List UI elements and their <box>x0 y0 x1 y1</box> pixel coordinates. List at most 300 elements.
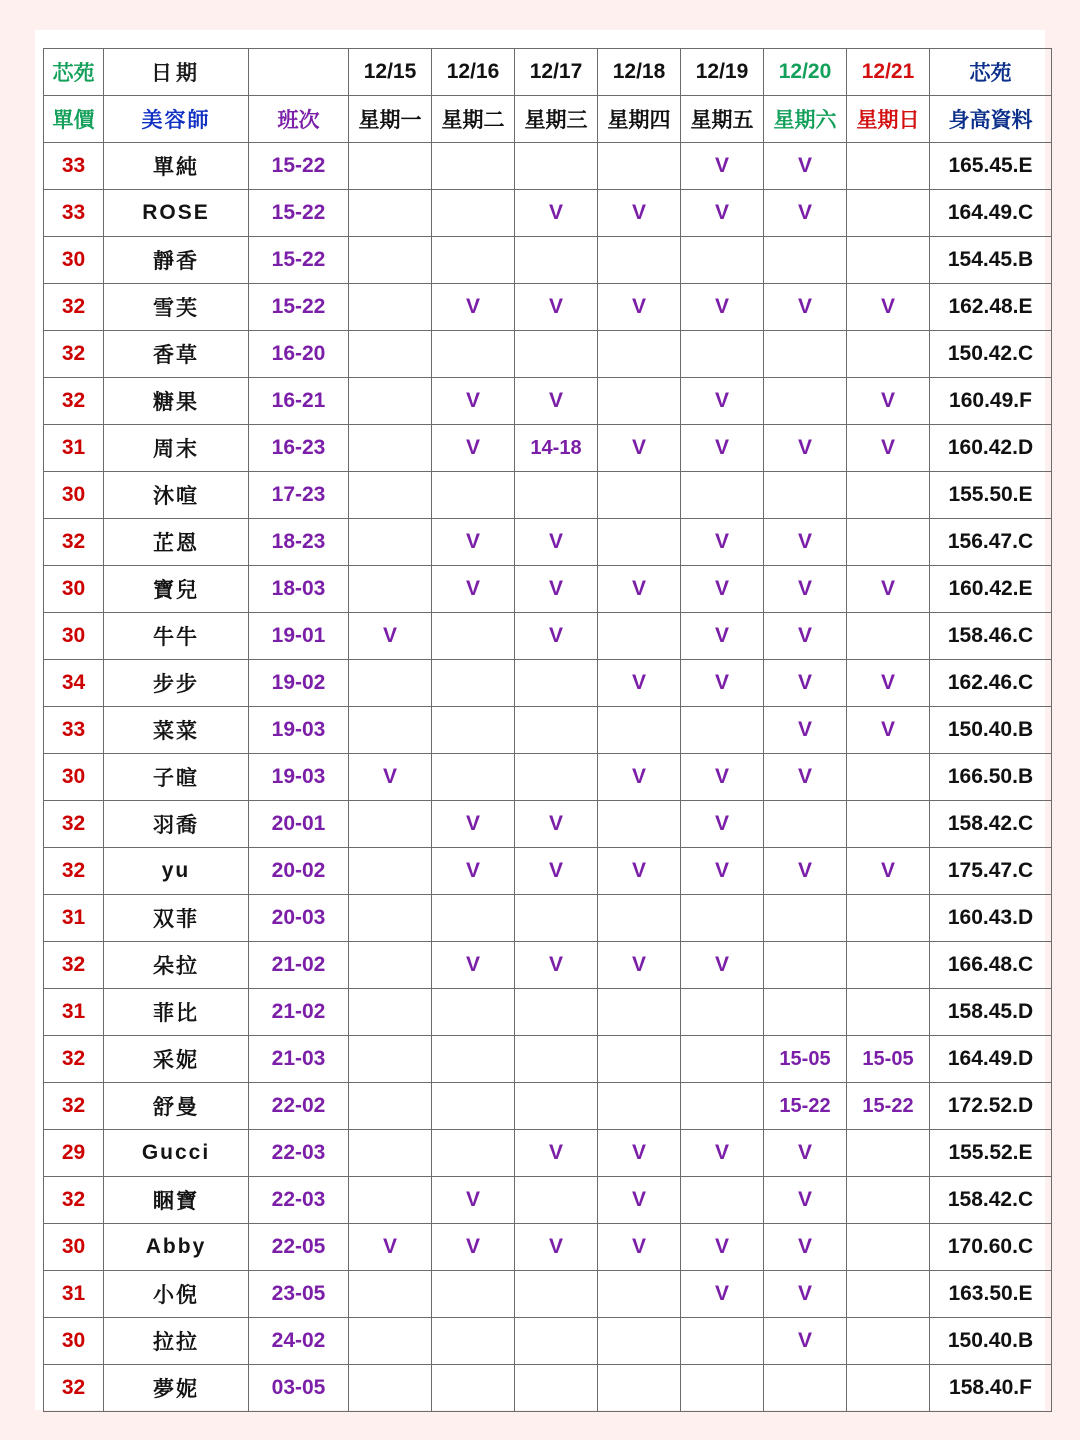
row-day-cell-1[interactable] <box>349 989 432 1036</box>
row-day-cell-1[interactable] <box>349 143 432 190</box>
row-day-cell-4[interactable]: V <box>598 190 681 237</box>
row-day-cell-5[interactable]: V <box>681 1130 764 1177</box>
row-day-cell-4[interactable]: V <box>598 660 681 707</box>
row-staff-name: 夢妮 <box>104 1365 249 1412</box>
row-day-cell-2[interactable]: V <box>432 1177 515 1224</box>
row-shift: 19-01 <box>249 613 349 660</box>
row-day-cell-5[interactable]: V <box>681 284 764 331</box>
row-day-cell-7[interactable] <box>847 331 930 378</box>
row-day-cell-2[interactable] <box>432 613 515 660</box>
row-shift: 21-03 <box>249 1036 349 1083</box>
row-day-cell-7[interactable] <box>847 1271 930 1318</box>
row-day-cell-2[interactable]: V <box>432 848 515 895</box>
row-day-cell-4[interactable]: V <box>598 425 681 472</box>
row-day-cell-5[interactable] <box>681 472 764 519</box>
row-day-cell-7[interactable]: V <box>847 566 930 613</box>
row-day-cell-4[interactable] <box>598 519 681 566</box>
row-day-cell-3[interactable] <box>515 754 598 801</box>
table-row <box>44 707 1052 754</box>
row-day-cell-5[interactable] <box>681 237 764 284</box>
row-day-cell-4[interactable] <box>598 1365 681 1412</box>
row-day-cell-4[interactable] <box>598 989 681 1036</box>
header-blank-cell <box>249 49 349 96</box>
row-day-cell-3[interactable]: V <box>515 613 598 660</box>
row-day-cell-6[interactable]: V <box>764 1130 847 1177</box>
table-row <box>44 566 1052 613</box>
row-day-cell-6[interactable] <box>764 331 847 378</box>
row-day-cell-4[interactable]: V <box>598 1177 681 1224</box>
row-day-cell-3[interactable] <box>515 895 598 942</box>
table-header-dates <box>44 49 1052 96</box>
row-day-cell-6[interactable]: V <box>764 284 847 331</box>
row-day-cell-7[interactable]: V <box>847 378 930 425</box>
row-staff-name: 双菲 <box>104 895 249 942</box>
row-price: 30 <box>44 472 104 519</box>
table-row <box>44 425 1052 472</box>
row-height-info: 160.43.D <box>930 895 1052 942</box>
row-day-cell-6[interactable]: V <box>764 613 847 660</box>
row-day-cell-6[interactable]: V <box>764 1177 847 1224</box>
row-day-cell-7[interactable]: V <box>847 425 930 472</box>
header-date-4: 12/18 <box>598 49 681 96</box>
row-day-cell-4[interactable] <box>598 895 681 942</box>
table-row <box>44 1083 1052 1130</box>
row-height-info: 160.42.E <box>930 566 1052 613</box>
row-day-cell-5[interactable]: V <box>681 660 764 707</box>
row-day-cell-6[interactable] <box>764 378 847 425</box>
row-day-cell-3[interactable] <box>515 1318 598 1365</box>
header-staff-label: 美容師 <box>104 96 249 143</box>
row-staff-name: 睏寶 <box>104 1177 249 1224</box>
row-day-cell-1[interactable] <box>349 331 432 378</box>
row-day-cell-4[interactable] <box>598 472 681 519</box>
header-date-1: 12/15 <box>349 49 432 96</box>
row-day-cell-3[interactable]: V <box>515 566 598 613</box>
row-height-info: 162.46.C <box>930 660 1052 707</box>
row-day-cell-5[interactable]: V <box>681 143 764 190</box>
row-day-cell-2[interactable]: V <box>432 378 515 425</box>
row-day-cell-7[interactable] <box>847 519 930 566</box>
row-day-cell-2[interactable] <box>432 895 515 942</box>
row-day-cell-6[interactable] <box>764 801 847 848</box>
row-staff-name: 沐喧 <box>104 472 249 519</box>
row-day-cell-6[interactable] <box>764 942 847 989</box>
row-staff-name: 拉拉 <box>104 1318 249 1365</box>
row-shift: 18-23 <box>249 519 349 566</box>
row-price: 32 <box>44 1083 104 1130</box>
table-row <box>44 1130 1052 1177</box>
row-day-cell-4[interactable]: V <box>598 1224 681 1271</box>
table-row <box>44 895 1052 942</box>
row-height-info: 165.45.E <box>930 143 1052 190</box>
row-day-cell-5[interactable] <box>681 707 764 754</box>
row-day-cell-6[interactable]: V <box>764 519 847 566</box>
row-day-cell-6[interactable]: V <box>764 660 847 707</box>
row-day-cell-1[interactable] <box>349 284 432 331</box>
row-height-info: 158.45.D <box>930 989 1052 1036</box>
row-staff-name: 步步 <box>104 660 249 707</box>
table-row <box>44 190 1052 237</box>
row-day-cell-7[interactable] <box>847 1318 930 1365</box>
row-day-cell-2[interactable] <box>432 1318 515 1365</box>
row-day-cell-1[interactable] <box>349 801 432 848</box>
row-day-cell-1[interactable] <box>349 378 432 425</box>
header-height-label: 身高資料 <box>930 96 1052 143</box>
row-shift: 22-03 <box>249 1177 349 1224</box>
row-day-cell-6[interactable] <box>764 989 847 1036</box>
row-day-cell-2[interactable]: V <box>432 1224 515 1271</box>
row-day-cell-7[interactable] <box>847 895 930 942</box>
row-shift: 23-05 <box>249 1271 349 1318</box>
row-day-cell-3[interactable]: V <box>515 1130 598 1177</box>
row-day-cell-3[interactable]: V <box>515 848 598 895</box>
row-day-cell-2[interactable] <box>432 1083 515 1130</box>
row-day-cell-7[interactable] <box>847 1177 930 1224</box>
row-day-cell-6[interactable]: V <box>764 566 847 613</box>
row-day-cell-3[interactable] <box>515 707 598 754</box>
row-day-cell-5[interactable]: V <box>681 566 764 613</box>
row-day-cell-1[interactable]: V <box>349 613 432 660</box>
row-staff-name: yu <box>104 848 249 895</box>
row-price: 32 <box>44 848 104 895</box>
row-day-cell-1[interactable] <box>349 707 432 754</box>
schedule-sheet <box>35 30 1045 1410</box>
row-day-cell-7[interactable] <box>847 143 930 190</box>
table-row <box>44 1036 1052 1083</box>
row-day-cell-2[interactable] <box>432 143 515 190</box>
row-day-cell-5[interactable]: V <box>681 425 764 472</box>
row-day-cell-2[interactable] <box>432 1271 515 1318</box>
header-date-5: 12/19 <box>681 49 764 96</box>
header-date-2: 12/16 <box>432 49 515 96</box>
row-day-cell-2[interactable] <box>432 472 515 519</box>
row-day-cell-1[interactable] <box>349 566 432 613</box>
row-day-cell-3[interactable] <box>515 1083 598 1130</box>
row-day-cell-2[interactable] <box>432 1365 515 1412</box>
row-day-cell-1[interactable] <box>349 1036 432 1083</box>
row-day-cell-3[interactable]: V <box>515 1224 598 1271</box>
row-height-info: 150.40.B <box>930 1318 1052 1365</box>
table-row <box>44 942 1052 989</box>
row-price: 31 <box>44 989 104 1036</box>
row-day-cell-3[interactable]: 14-18 <box>515 425 598 472</box>
row-day-cell-7[interactable]: V <box>847 660 930 707</box>
row-day-cell-7[interactable]: 15-05 <box>847 1036 930 1083</box>
header-weekday-7: 星期日 <box>847 96 930 143</box>
row-price: 32 <box>44 331 104 378</box>
row-day-cell-7[interactable]: 15-22 <box>847 1083 930 1130</box>
row-day-cell-3[interactable]: V <box>515 190 598 237</box>
row-day-cell-6[interactable]: V <box>764 848 847 895</box>
row-staff-name: 羽喬 <box>104 801 249 848</box>
row-day-cell-3[interactable]: V <box>515 942 598 989</box>
row-price: 32 <box>44 519 104 566</box>
row-day-cell-3[interactable]: V <box>515 284 598 331</box>
row-day-cell-6[interactable]: 15-22 <box>764 1083 847 1130</box>
row-height-info: 158.40.F <box>930 1365 1052 1412</box>
header-weekday-2: 星期二 <box>432 96 515 143</box>
row-day-cell-4[interactable] <box>598 1083 681 1130</box>
row-staff-name: 寶兒 <box>104 566 249 613</box>
row-day-cell-5[interactable] <box>681 1318 764 1365</box>
row-day-cell-3[interactable] <box>515 1036 598 1083</box>
row-day-cell-6[interactable]: V <box>764 425 847 472</box>
row-day-cell-4[interactable] <box>598 707 681 754</box>
row-day-cell-4[interactable] <box>598 613 681 660</box>
row-day-cell-1[interactable] <box>349 1271 432 1318</box>
row-day-cell-7[interactable] <box>847 1224 930 1271</box>
row-staff-name: 菲比 <box>104 989 249 1036</box>
row-day-cell-2[interactable] <box>432 190 515 237</box>
table-row <box>44 1177 1052 1224</box>
row-day-cell-7[interactable] <box>847 472 930 519</box>
row-day-cell-6[interactable] <box>764 895 847 942</box>
row-day-cell-7[interactable]: V <box>847 848 930 895</box>
header-weekday-6: 星期六 <box>764 96 847 143</box>
row-staff-name: 香草 <box>104 331 249 378</box>
row-height-info: 160.49.F <box>930 378 1052 425</box>
row-day-cell-3[interactable] <box>515 143 598 190</box>
row-day-cell-6[interactable]: V <box>764 754 847 801</box>
row-height-info: 160.42.D <box>930 425 1052 472</box>
row-staff-name: 牛牛 <box>104 613 249 660</box>
row-day-cell-3[interactable] <box>515 1271 598 1318</box>
row-shift: 15-22 <box>249 143 349 190</box>
row-day-cell-6[interactable]: V <box>764 707 847 754</box>
row-day-cell-1[interactable] <box>349 1130 432 1177</box>
row-day-cell-2[interactable] <box>432 660 515 707</box>
row-day-cell-5[interactable] <box>681 1083 764 1130</box>
row-day-cell-6[interactable]: V <box>764 1224 847 1271</box>
header-unit-price: 單價 <box>44 96 104 143</box>
row-day-cell-6[interactable] <box>764 1365 847 1412</box>
row-day-cell-5[interactable]: V <box>681 190 764 237</box>
schedule-table <box>43 48 1052 1412</box>
row-day-cell-2[interactable] <box>432 1036 515 1083</box>
row-day-cell-4[interactable]: V <box>598 942 681 989</box>
row-day-cell-3[interactable] <box>515 331 598 378</box>
row-day-cell-1[interactable] <box>349 942 432 989</box>
row-shift: 19-03 <box>249 754 349 801</box>
row-day-cell-7[interactable]: V <box>847 284 930 331</box>
row-day-cell-4[interactable]: V <box>598 566 681 613</box>
header-weekday-3: 星期三 <box>515 96 598 143</box>
row-day-cell-5[interactable]: V <box>681 519 764 566</box>
row-day-cell-3[interactable] <box>515 1177 598 1224</box>
table-row <box>44 378 1052 425</box>
row-day-cell-4[interactable]: V <box>598 848 681 895</box>
row-day-cell-1[interactable] <box>349 425 432 472</box>
row-day-cell-5[interactable]: V <box>681 1271 764 1318</box>
header-shift-label: 班次 <box>249 96 349 143</box>
row-day-cell-1[interactable] <box>349 660 432 707</box>
row-price: 30 <box>44 237 104 284</box>
row-day-cell-6[interactable] <box>764 237 847 284</box>
row-price: 30 <box>44 754 104 801</box>
row-height-info: 172.52.D <box>930 1083 1052 1130</box>
row-day-cell-4[interactable] <box>598 1271 681 1318</box>
row-day-cell-4[interactable] <box>598 801 681 848</box>
row-day-cell-3[interactable]: V <box>515 519 598 566</box>
row-day-cell-5[interactable] <box>681 895 764 942</box>
row-day-cell-5[interactable]: V <box>681 801 764 848</box>
row-day-cell-5[interactable]: V <box>681 1224 764 1271</box>
row-shift: 20-02 <box>249 848 349 895</box>
row-day-cell-2[interactable]: V <box>432 425 515 472</box>
row-height-info: 155.52.E <box>930 1130 1052 1177</box>
row-height-info: 166.48.C <box>930 942 1052 989</box>
row-day-cell-7[interactable] <box>847 942 930 989</box>
row-day-cell-2[interactable] <box>432 237 515 284</box>
row-price: 30 <box>44 566 104 613</box>
row-shift: 19-02 <box>249 660 349 707</box>
row-day-cell-3[interactable] <box>515 237 598 284</box>
row-day-cell-2[interactable]: V <box>432 284 515 331</box>
row-day-cell-4[interactable]: V <box>598 754 681 801</box>
row-day-cell-4[interactable]: V <box>598 284 681 331</box>
row-day-cell-7[interactable] <box>847 613 930 660</box>
row-day-cell-4[interactable] <box>598 378 681 425</box>
row-day-cell-7[interactable] <box>847 801 930 848</box>
header-tag-left: 芯苑 <box>44 49 104 96</box>
row-height-info: 150.40.B <box>930 707 1052 754</box>
row-price: 31 <box>44 425 104 472</box>
table-row <box>44 284 1052 331</box>
table-row <box>44 1224 1052 1271</box>
row-day-cell-6[interactable]: V <box>764 143 847 190</box>
row-height-info: 155.50.E <box>930 472 1052 519</box>
row-day-cell-3[interactable] <box>515 472 598 519</box>
row-day-cell-7[interactable] <box>847 1365 930 1412</box>
row-day-cell-1[interactable] <box>349 848 432 895</box>
header-date-3: 12/17 <box>515 49 598 96</box>
row-day-cell-4[interactable] <box>598 1036 681 1083</box>
row-day-cell-1[interactable] <box>349 190 432 237</box>
row-day-cell-2[interactable] <box>432 1130 515 1177</box>
row-height-info: 158.42.C <box>930 801 1052 848</box>
row-day-cell-1[interactable]: V <box>349 754 432 801</box>
row-day-cell-2[interactable]: V <box>432 801 515 848</box>
row-day-cell-7[interactable] <box>847 190 930 237</box>
row-day-cell-6[interactable]: V <box>764 190 847 237</box>
row-price: 32 <box>44 801 104 848</box>
table-row <box>44 660 1052 707</box>
table-row <box>44 613 1052 660</box>
row-day-cell-4[interactable]: V <box>598 1130 681 1177</box>
row-price: 32 <box>44 1365 104 1412</box>
table-row <box>44 801 1052 848</box>
row-day-cell-1[interactable] <box>349 1177 432 1224</box>
row-day-cell-2[interactable] <box>432 754 515 801</box>
row-day-cell-5[interactable]: V <box>681 754 764 801</box>
row-day-cell-5[interactable]: V <box>681 848 764 895</box>
row-day-cell-4[interactable] <box>598 1318 681 1365</box>
row-day-cell-5[interactable]: V <box>681 378 764 425</box>
row-day-cell-2[interactable]: V <box>432 566 515 613</box>
row-staff-name: 朵拉 <box>104 942 249 989</box>
row-shift: 17-23 <box>249 472 349 519</box>
row-day-cell-1[interactable]: V <box>349 1224 432 1271</box>
row-day-cell-5[interactable]: V <box>681 942 764 989</box>
table-row <box>44 848 1052 895</box>
row-staff-name: Gucci <box>104 1130 249 1177</box>
row-day-cell-4[interactable] <box>598 237 681 284</box>
row-day-cell-7[interactable] <box>847 1130 930 1177</box>
row-staff-name: 單純 <box>104 143 249 190</box>
row-day-cell-7[interactable] <box>847 989 930 1036</box>
row-day-cell-3[interactable]: V <box>515 801 598 848</box>
row-height-info: 156.47.C <box>930 519 1052 566</box>
row-price: 32 <box>44 1036 104 1083</box>
row-day-cell-5[interactable]: V <box>681 613 764 660</box>
row-day-cell-4[interactable] <box>598 331 681 378</box>
row-day-cell-2[interactable] <box>432 707 515 754</box>
row-shift: 16-21 <box>249 378 349 425</box>
row-price: 32 <box>44 942 104 989</box>
row-price: 30 <box>44 1318 104 1365</box>
row-day-cell-3[interactable] <box>515 1365 598 1412</box>
row-shift: 22-05 <box>249 1224 349 1271</box>
header-tag-right: 芯苑 <box>930 49 1052 96</box>
row-staff-name: 芷恩 <box>104 519 249 566</box>
row-day-cell-2[interactable]: V <box>432 942 515 989</box>
row-shift: 15-22 <box>249 284 349 331</box>
table-row <box>44 331 1052 378</box>
table-row <box>44 989 1052 1036</box>
row-day-cell-2[interactable]: V <box>432 519 515 566</box>
row-day-cell-6[interactable]: V <box>764 1271 847 1318</box>
row-staff-name: ROSE <box>104 190 249 237</box>
row-day-cell-7[interactable] <box>847 754 930 801</box>
row-day-cell-7[interactable]: V <box>847 707 930 754</box>
row-price: 32 <box>44 378 104 425</box>
row-day-cell-5[interactable] <box>681 1036 764 1083</box>
row-day-cell-6[interactable] <box>764 472 847 519</box>
row-price: 33 <box>44 143 104 190</box>
row-day-cell-7[interactable] <box>847 237 930 284</box>
row-day-cell-5[interactable] <box>681 1177 764 1224</box>
row-shift: 22-03 <box>249 1130 349 1177</box>
table-row <box>44 754 1052 801</box>
row-shift: 24-02 <box>249 1318 349 1365</box>
row-height-info: 164.49.D <box>930 1036 1052 1083</box>
row-day-cell-5[interactable] <box>681 1365 764 1412</box>
row-day-cell-3[interactable] <box>515 660 598 707</box>
row-shift: 21-02 <box>249 989 349 1036</box>
row-day-cell-5[interactable] <box>681 331 764 378</box>
row-day-cell-2[interactable] <box>432 989 515 1036</box>
table-header-weekdays <box>44 96 1052 143</box>
row-day-cell-3[interactable] <box>515 989 598 1036</box>
row-day-cell-6[interactable]: V <box>764 1318 847 1365</box>
row-day-cell-1[interactable] <box>349 519 432 566</box>
row-day-cell-5[interactable] <box>681 989 764 1036</box>
row-day-cell-1[interactable] <box>349 895 432 942</box>
header-weekday-1: 星期一 <box>349 96 432 143</box>
row-day-cell-3[interactable]: V <box>515 378 598 425</box>
table-row <box>44 519 1052 566</box>
row-day-cell-1[interactable] <box>349 237 432 284</box>
row-day-cell-6[interactable]: 15-05 <box>764 1036 847 1083</box>
row-day-cell-1[interactable] <box>349 1365 432 1412</box>
row-day-cell-2[interactable] <box>432 331 515 378</box>
row-day-cell-1[interactable] <box>349 1318 432 1365</box>
row-day-cell-1[interactable] <box>349 1083 432 1130</box>
row-staff-name: 小倪 <box>104 1271 249 1318</box>
row-price: 30 <box>44 1224 104 1271</box>
row-day-cell-1[interactable] <box>349 472 432 519</box>
row-day-cell-4[interactable] <box>598 143 681 190</box>
